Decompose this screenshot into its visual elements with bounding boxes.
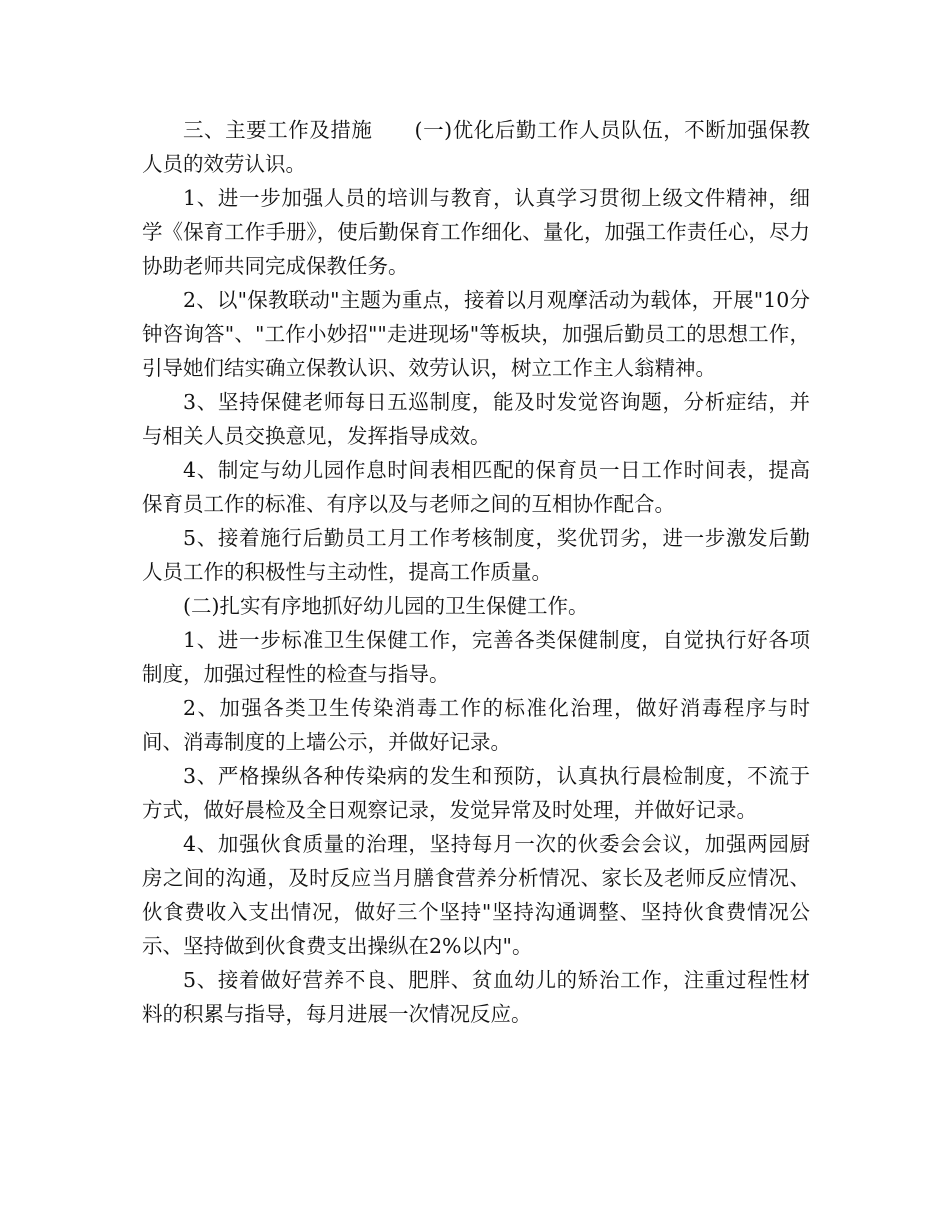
paragraph-item-1b: 1、进一步标准卫生保健工作，完善各类保健制度，自觉执行好各项制度，加强过程性的检查与指导。 [142,628,810,686]
paragraph-item-1: 1、进一步加强人员的培训与教育，认真学习贯彻上级文件精神，细学《保育工作手册》，使后勤保育工作细化、量化，加强工作责任心，尽力协助老师共同完成保教任务。 [142,186,810,278]
paragraph-subsection-heading: (二)扎实有序地抓好幼儿园的卫生保健工作。 [183,594,589,618]
paragraph-item-4b: 4、加强伙食质量的治理，坚持每月一次的伙委会会议，加强两园厨房之间的沟通，及时反应当月膳食营养分析情况、家长及老师反应情况、伙食费收入支出情况，做好三个坚持"坚持沟通调整、坚持伙食费情况公示、坚持做到伙食费支出操纵在2%以内"。 [142,832,810,958]
document-body [142,113,810,1031]
paragraph-item-3: 3、坚持保健老师每日五巡制度，能及时发觉咨询题，分析症结，并与相关人员交换意见，发挥指导成效。 [142,390,810,448]
paragraph-item-3b: 3、严格操纵各种传染病的发生和预防，认真执行晨检制度，不流于方式，做好晨检及全日观察记录，发觉异常及时处理，并做好记录。 [142,764,810,822]
paragraph-item-2b: 2、加强各类卫生传染消毒工作的标准化治理，做好消毒程序与时间、消毒制度的上墙公示，并做好记录。 [142,696,810,754]
paragraph-item-5: 5、接着施行后勤员工月工作考核制度，奖优罚劣，进一步激发后勤人员工作的积极性与主动性，提高工作质量。 [142,526,810,584]
paragraph-item-5b: 5、接着做好营养不良、肥胖、贫血幼儿的矫治工作，注重过程性材料的积累与指导，每月进展一次情况反应。 [142,968,810,1026]
paragraph-item-2: 2、以"保教联动"主题为重点，接着以月观摩活动为载体，开展"10分钟咨询答"、"工作小妙招""走进现场"等板块，加强后勤员工的思想工作，引导她们结实确立保教认识、效劳认识，树立工作主人翁精神。 [142,288,810,380]
paragraph-section-heading: 三、主要工作及措施 (一)优化后勤工作人员队伍，不断加强保教人员的效劳认识。 [142,118,810,176]
paragraph-item-4: 4、制定与幼儿园作息时间表相匹配的保育员一日工作时间表，提高保育员工作的标准、有序以及与老师之间的互相协作配合。 [142,458,810,516]
